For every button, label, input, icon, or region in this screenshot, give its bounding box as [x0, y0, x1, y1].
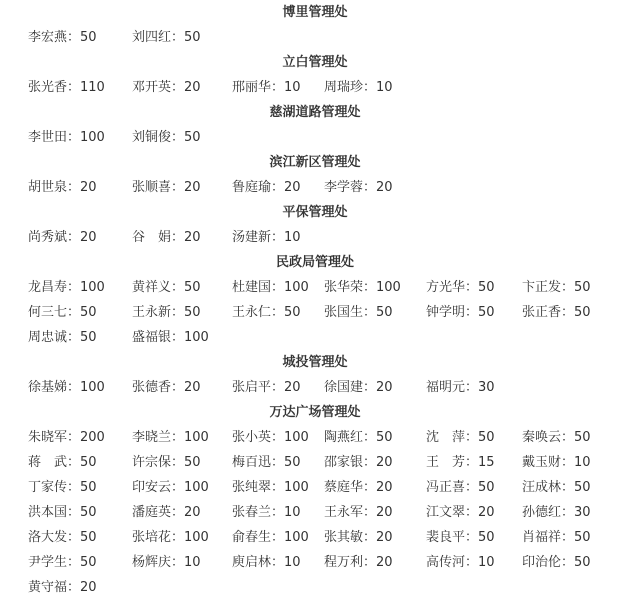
section [0, 400, 630, 600]
donor-entry: 刘铜俊：50 [132, 130, 201, 145]
donor-entry: 王永新：50 [132, 305, 201, 320]
section [0, 150, 630, 200]
donor-entry: 周忠诚：50 [28, 330, 97, 345]
donor-entry: 鲁庭瑜：20 [232, 180, 301, 195]
donor-entry: 黄祥义：50 [132, 280, 201, 295]
donor-entry: 张光香：110 [28, 80, 105, 95]
section-title: 城投管理处 [282, 355, 348, 370]
donor-entry: 高传河：10 [426, 555, 495, 570]
donor-entry: 秦唤云：50 [522, 430, 591, 445]
donor-entry: 邓开英：20 [132, 80, 201, 95]
donor-entry: 徐国建：20 [324, 380, 393, 395]
donor-entry: 朱晓军：200 [28, 430, 105, 445]
donor-entry: 王 芳：15 [426, 455, 495, 470]
section [0, 0, 630, 50]
donor-entry: 尚秀斌：20 [28, 230, 97, 245]
donor-entry: 洪本国：50 [28, 505, 97, 520]
donor-row [0, 275, 630, 300]
donor-entry: 邵家银：20 [324, 455, 393, 470]
section-title: 博里管理处 [282, 5, 348, 20]
donor-entry: 潘庭英：20 [132, 505, 201, 520]
donor-entry: 徐基娣：100 [28, 380, 105, 395]
donor-row [0, 300, 630, 325]
donor-entry: 方光华：50 [426, 280, 495, 295]
donor-entry: 杨辉庆：10 [132, 555, 201, 570]
donor-entry: 梅百迅：50 [232, 455, 301, 470]
section-title: 民政局管理处 [275, 255, 354, 270]
donor-entry: 邢丽华：10 [232, 80, 301, 95]
donor-row [0, 475, 630, 500]
donor-entry: 印安云：100 [132, 480, 209, 495]
donor-entry: 张顺喜：20 [132, 180, 201, 195]
section [0, 250, 630, 350]
donor-entry: 裴良平：50 [426, 530, 495, 545]
donor-entry: 王永军：20 [324, 505, 393, 520]
donor-entry: 江文翠：20 [426, 505, 495, 520]
donor-entry: 张国生：50 [324, 305, 393, 320]
donor-entry: 龙昌寿：100 [28, 280, 105, 295]
section-title: 万达广场管理处 [269, 405, 361, 420]
section [0, 350, 630, 400]
donor-entry: 俞春生：100 [232, 530, 309, 545]
donor-entry: 杜建国：100 [232, 280, 309, 295]
donor-entry: 李世田：100 [28, 130, 105, 145]
donor-entry: 汤建新：10 [232, 230, 301, 245]
donor-row [0, 450, 630, 475]
section-title: 立白管理处 [282, 55, 348, 70]
donor-row [0, 25, 630, 50]
section-title: 慈湖道路管理处 [269, 105, 361, 120]
donor-entry: 胡世泉：20 [28, 180, 97, 195]
donor-row [0, 575, 630, 600]
donor-row [0, 425, 630, 450]
donor-entry: 尹学生：50 [28, 555, 97, 570]
donor-entry: 王永仁：50 [232, 305, 301, 320]
donor-entry: 孙德红：30 [522, 505, 591, 520]
donor-entry: 蒋 武：50 [28, 455, 97, 470]
donor-entry: 李晓兰：100 [132, 430, 209, 445]
donor-entry: 戴玉财：10 [522, 455, 591, 470]
donor-row [0, 375, 630, 400]
donor-entry: 张德香：20 [132, 380, 201, 395]
donor-entry: 李宏燕：50 [28, 30, 97, 45]
donor-entry: 钟学明：50 [426, 305, 495, 320]
donor-entry: 蔡庭华：20 [324, 480, 393, 495]
donor-entry: 张纯翠：100 [232, 480, 309, 495]
donor-entry: 黄守福：20 [28, 580, 97, 595]
donor-entry: 肖福祥：50 [522, 530, 591, 545]
donor-row [0, 550, 630, 575]
donor-entry: 程万利：20 [324, 555, 393, 570]
donor-entry: 张启平：20 [232, 380, 301, 395]
donor-entry: 福明元：30 [426, 380, 495, 395]
donor-entry: 张春兰：10 [232, 505, 301, 520]
donor-entry: 张培花：100 [132, 530, 209, 545]
donor-row [0, 525, 630, 550]
donor-row [0, 175, 630, 200]
donor-entry: 洛大发：50 [28, 530, 97, 545]
section [0, 200, 630, 250]
donor-entry: 何三七：50 [28, 305, 97, 320]
donor-row [0, 75, 630, 100]
section-title: 平保管理处 [282, 205, 348, 220]
section [0, 100, 630, 150]
donor-entry: 汪成林：50 [522, 480, 591, 495]
donor-entry: 许宗保：50 [132, 455, 201, 470]
donor-entry: 张小英：100 [232, 430, 309, 445]
donor-entry: 庾启林：10 [232, 555, 301, 570]
donor-entry: 沈 萍：50 [426, 430, 495, 445]
donor-entry: 卞正发：50 [522, 280, 591, 295]
donor-entry: 张华荣：100 [324, 280, 401, 295]
donor-row [0, 500, 630, 525]
donor-row [0, 225, 630, 250]
donor-entry: 印治伦：50 [522, 555, 591, 570]
donor-entry: 丁家传：50 [28, 480, 97, 495]
donor-entry: 张正香：50 [522, 305, 591, 320]
donor-row [0, 125, 630, 150]
donor-entry: 谷 娟：20 [132, 230, 201, 245]
section [0, 50, 630, 100]
donor-entry: 冯正喜：50 [426, 480, 495, 495]
donor-entry: 周瑞珍：10 [324, 80, 393, 95]
donor-row [0, 325, 630, 350]
donor-entry: 李学蓉：20 [324, 180, 393, 195]
donor-entry: 刘四红：50 [132, 30, 201, 45]
donor-entry: 张其敏：20 [324, 530, 393, 545]
donor-entry: 陶燕红：50 [324, 430, 393, 445]
donor-entry: 盛福银：100 [132, 330, 209, 345]
section-title: 滨江新区管理处 [269, 155, 361, 170]
